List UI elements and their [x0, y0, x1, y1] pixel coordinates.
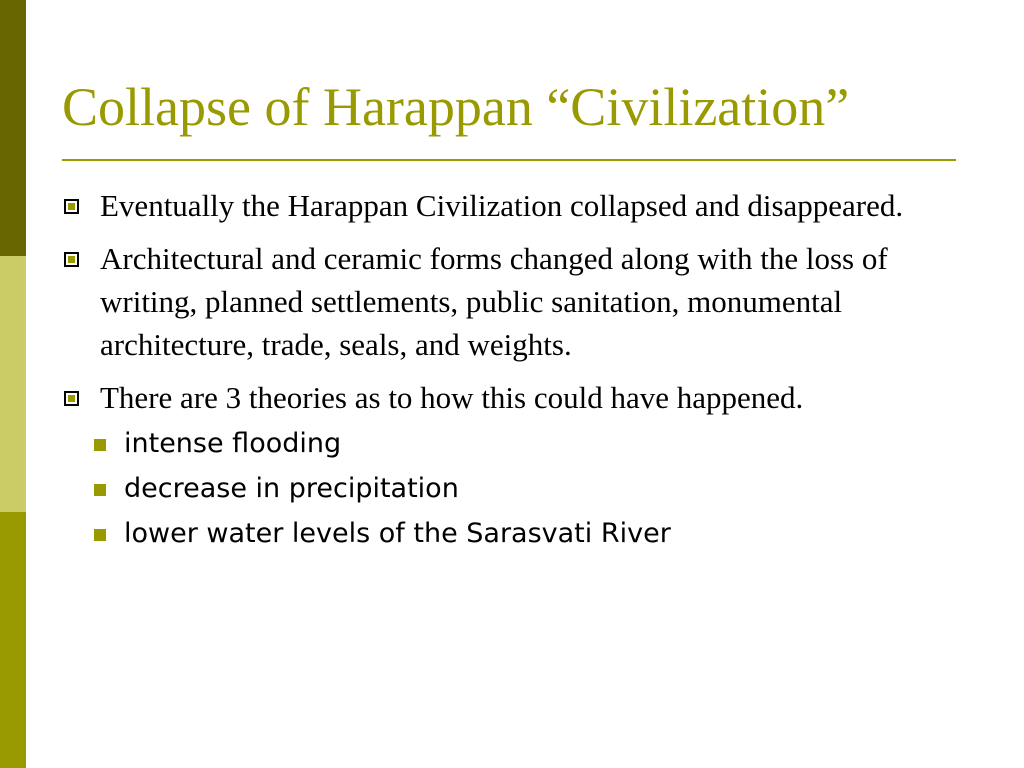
- bullet-item: [62, 237, 942, 366]
- bullet-text: Eventually the Harappan Civilization collapsed and disappeared.: [100, 188, 904, 223]
- bullet-text: Architectural and ceramic forms changed along with the loss of writing, planned settlements, public sanitation, monumental architecture, trade, seals, and weights.: [100, 241, 888, 362]
- sub-bullet-text: decrease in precipitation: [124, 473, 459, 504]
- bullet-item: [62, 184, 942, 227]
- small-square-bullet-icon: [94, 529, 106, 541]
- decorative-stripe-bottom: [0, 512, 26, 768]
- sub-bullet-item: [78, 511, 942, 556]
- square-bullet-icon: [64, 252, 79, 267]
- title-underline: [62, 159, 956, 161]
- slide-title: Collapse of Harappan “Civilization”: [62, 77, 850, 137]
- square-bullet-icon: [64, 391, 79, 406]
- bullet-list: [62, 184, 942, 566]
- bullet-item: [62, 376, 942, 556]
- square-bullet-icon: [64, 199, 79, 214]
- sub-bullet-text: lower water levels of the Sarasvati River: [124, 518, 671, 549]
- sub-bullet-list: [100, 421, 942, 556]
- small-square-bullet-icon: [94, 439, 106, 451]
- sub-bullet-text: intense flooding: [124, 428, 342, 459]
- decorative-stripe-middle: [0, 256, 26, 512]
- small-square-bullet-icon: [94, 484, 106, 496]
- decorative-stripe-top: [0, 0, 26, 256]
- sub-bullet-item: [78, 466, 942, 511]
- bullet-text: There are 3 theories as to how this could have happened.: [100, 380, 804, 415]
- sub-bullet-item: [78, 421, 942, 466]
